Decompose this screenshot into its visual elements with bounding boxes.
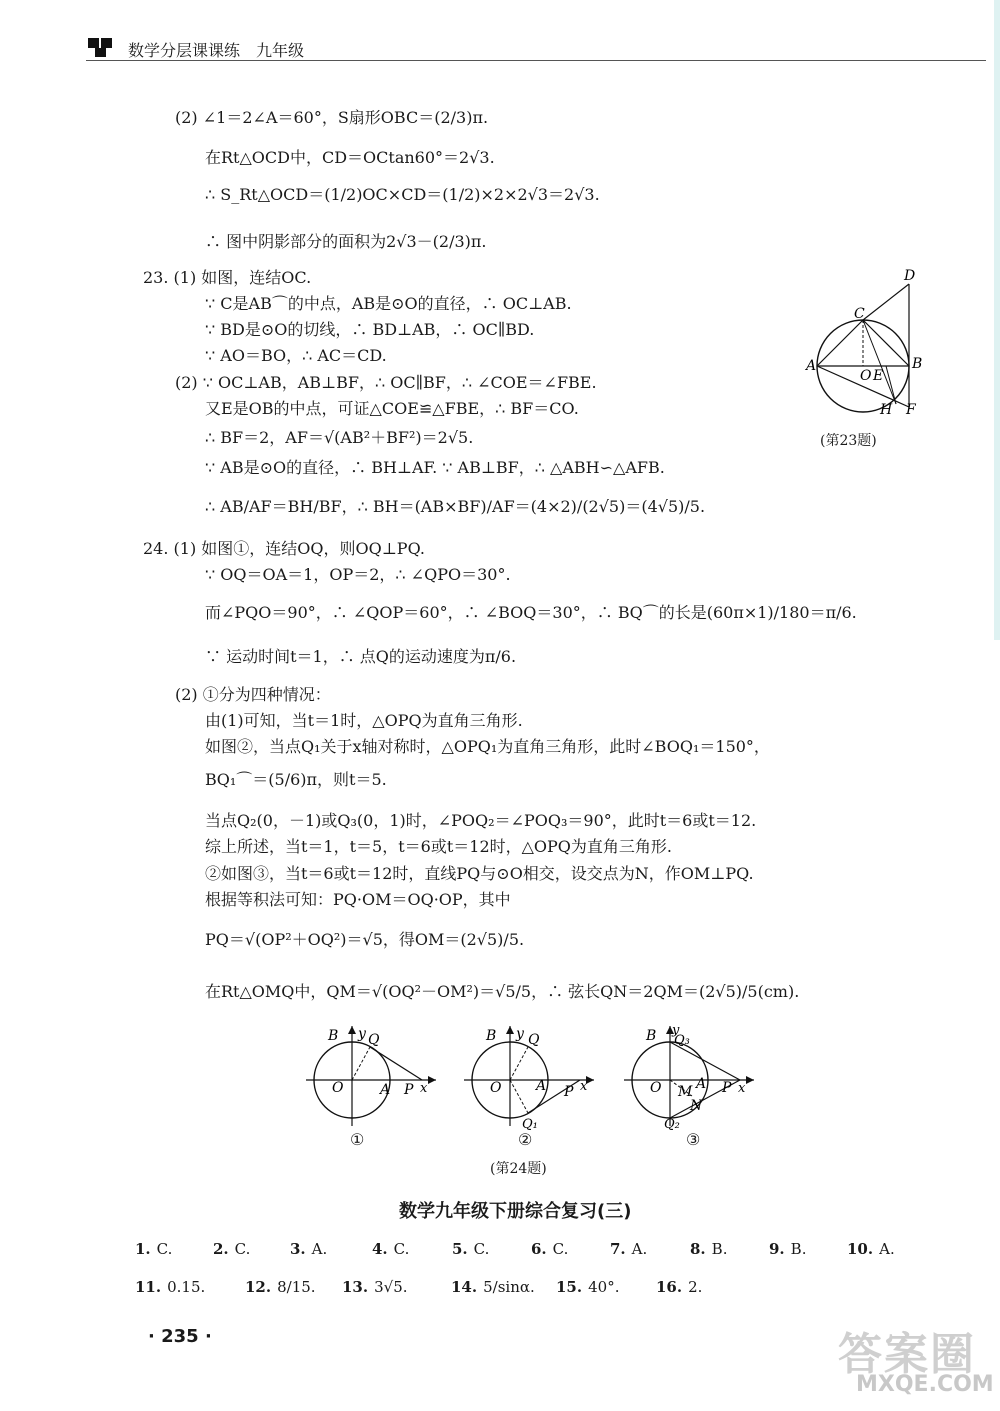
text-line: ∵ AB是⊙O的直径，∴ BH⊥AF. ∵ AB⊥BF，∴ △ABH∽△AFB. bbox=[205, 458, 665, 477]
figure-24-2-diagram bbox=[460, 1022, 600, 1132]
text-line: (2) ①分为四种情况： bbox=[175, 685, 331, 704]
text-line: 由(1)可知，当t＝1时，△OPQ为直角三角形. bbox=[205, 711, 523, 730]
text-line: ∴ 图中阴影部分的面积为2√3－(2/3)π. bbox=[205, 232, 487, 251]
answer-number: 9. bbox=[769, 1240, 785, 1258]
answer-value: 3√5. bbox=[374, 1278, 408, 1296]
answer-number: 5. bbox=[452, 1240, 468, 1258]
header-title: 数学分层课课练 九年级 bbox=[128, 41, 305, 60]
answer-item bbox=[610, 1240, 647, 1258]
label-B: B bbox=[646, 1028, 657, 1044]
answer-value: B. bbox=[711, 1240, 728, 1258]
answer-value: A. bbox=[631, 1240, 648, 1258]
question-24: 24. (1) 如图①，连结OQ，则OQ⊥PQ. bbox=[143, 539, 425, 558]
answer-number: 7. bbox=[610, 1240, 626, 1258]
text-line: ∵ AO＝BO，∴ AC＝CD. bbox=[205, 346, 387, 365]
label-Q1: Q₁ bbox=[522, 1117, 538, 1132]
text-line: (2) ∠1＝2∠A＝60°，S扇形OBC＝(2/3)π. bbox=[175, 108, 489, 127]
answer-value: C. bbox=[393, 1240, 410, 1258]
figure-24-1-diagram bbox=[302, 1022, 442, 1132]
label-A: A bbox=[696, 1076, 707, 1092]
answer-item bbox=[452, 1240, 489, 1258]
header-rule bbox=[86, 60, 986, 61]
label-D: D bbox=[904, 268, 916, 284]
answer-item bbox=[847, 1240, 895, 1258]
label-y: y bbox=[672, 1023, 680, 1038]
label-M: M bbox=[678, 1084, 693, 1100]
text-line: ∴ S_Rt△OCD＝(1/2)OC×CD＝(1/2)×2×2√3＝2√3. bbox=[205, 185, 600, 204]
answer-number: 14. bbox=[451, 1278, 478, 1296]
label-F: F bbox=[906, 402, 916, 418]
answer-item bbox=[690, 1240, 727, 1258]
label-Q: Q bbox=[528, 1032, 540, 1048]
label-A: A bbox=[536, 1078, 547, 1094]
answer-number: 6. bbox=[531, 1240, 547, 1258]
figure-23-diagram bbox=[800, 262, 930, 427]
text-line: 而∠PQO＝90°，∴ ∠QOP＝60°，∴ ∠BOQ＝30°，∴ BQ⌒的长是(60π×1)/180＝π/6. bbox=[205, 603, 857, 622]
text-line: ∵ BD是⊙O的切线，∴ BD⊥AB，∴ OC∥BD. bbox=[205, 320, 535, 339]
answer-value: C. bbox=[156, 1240, 173, 1258]
answer-number: 3. bbox=[290, 1240, 306, 1258]
answer-value: 40°. bbox=[588, 1278, 620, 1296]
label-H: H bbox=[880, 402, 893, 418]
label-x: x bbox=[420, 1081, 428, 1096]
text-line: 又E是OB的中点，可证△COE≌△FBE，∴ BF＝CO. bbox=[205, 399, 579, 418]
answer-value: C. bbox=[234, 1240, 251, 1258]
answer-item bbox=[656, 1278, 702, 1296]
answer-item bbox=[556, 1278, 619, 1296]
text-line: ∵ C是AB⌒的中点，AB是⊙O的直径，∴ OC⊥AB. bbox=[205, 294, 572, 313]
answer-item bbox=[213, 1240, 250, 1258]
text-line: ∴ AB/AF＝BH/BF，∴ BH＝(AB×BF)/AF＝(4×2)/(2√5)＝(4√5)/5. bbox=[205, 497, 706, 516]
text-line: BQ₁⌒＝(5/6)π，则t＝5. bbox=[205, 770, 387, 789]
text-line: PQ＝√(OP²＋OQ²)＝√5，得OM＝(2√5)/5. bbox=[205, 930, 525, 949]
answer-item bbox=[342, 1278, 408, 1296]
label-y: y bbox=[516, 1026, 524, 1042]
answer-item bbox=[135, 1240, 172, 1258]
page-number: · 235 · bbox=[148, 1326, 212, 1347]
answer-value: B. bbox=[790, 1240, 807, 1258]
text-line: 在Rt△OMQ中，QM＝√(OQ²－OM²)＝√5/5，∴ 弦长QN＝2QM＝(2√5)/5(cm). bbox=[205, 982, 800, 1001]
label-P: P bbox=[722, 1080, 732, 1096]
answer-item bbox=[372, 1240, 409, 1258]
figure-23-caption: (第23题) bbox=[820, 433, 877, 449]
figure-24-3-caption: ③ bbox=[686, 1130, 701, 1149]
answer-value: C. bbox=[473, 1240, 490, 1258]
label-A: A bbox=[806, 358, 817, 374]
answer-number: 4. bbox=[372, 1240, 388, 1258]
label-Q: Q bbox=[368, 1032, 380, 1048]
answer-number: 10. bbox=[847, 1240, 874, 1258]
text-line: 在Rt△OCD中，CD＝OCtan60°＝2√3. bbox=[205, 148, 495, 167]
answer-number: 1. bbox=[135, 1240, 151, 1258]
label-y: y bbox=[358, 1026, 366, 1042]
watermark-logo: 答案圈 bbox=[838, 1329, 976, 1380]
page-edge-strip bbox=[994, 0, 1000, 640]
text-line: ∵ OQ＝OA＝1，OP＝2，∴ ∠QPO＝30°. bbox=[205, 565, 511, 584]
label-P: P bbox=[404, 1082, 414, 1098]
answer-value: 0.15. bbox=[167, 1278, 206, 1296]
publisher-logo-icon bbox=[88, 36, 114, 58]
label-O: O bbox=[650, 1080, 662, 1096]
answer-value: A. bbox=[311, 1240, 328, 1258]
label-A: A bbox=[380, 1082, 391, 1098]
answer-item bbox=[135, 1278, 205, 1296]
label-B: B bbox=[486, 1028, 497, 1044]
answer-number: 13. bbox=[342, 1278, 369, 1296]
answer-item bbox=[769, 1240, 806, 1258]
question-23: 23. (1) 如图，连结OC. bbox=[143, 268, 312, 287]
label-N: N bbox=[690, 1098, 703, 1114]
figure-24-3-diagram bbox=[620, 1022, 760, 1132]
text-line: 根据等积法可知：PQ·OM＝OQ·OP，其中 bbox=[205, 890, 511, 909]
answer-value: A. bbox=[879, 1240, 895, 1258]
text-line: 如图②，当点Q₁关于x轴对称时，△OPQ₁为直角三角形，此时∠BOQ₁＝150°， bbox=[205, 737, 770, 756]
answer-item bbox=[531, 1240, 568, 1258]
answer-value: 8/15. bbox=[277, 1278, 316, 1296]
label-B: B bbox=[328, 1028, 339, 1044]
text-line: ②如图③，当t＝6或t＝12时，直线PQ与⊙O相交，设交点为N，作OM⊥PQ. bbox=[205, 864, 754, 883]
text-line: (2) ∵ OC⊥AB，AB⊥BF，∴ OC∥BF，∴ ∠COE＝∠FBE. bbox=[175, 373, 597, 392]
answer-number: 2. bbox=[213, 1240, 229, 1258]
label-O: O bbox=[490, 1080, 502, 1096]
text-line: 当点Q₂(0，－1)或Q₃(0，1)时，∠POQ₂＝∠POQ₃＝90°，此时t＝6或t＝12. bbox=[205, 811, 757, 830]
text-line: ∵ 运动时间t＝1，∴ 点Q的运动速度为π/6. bbox=[205, 647, 517, 666]
text-line: ∴ BF＝2，AF＝√(AB²＋BF²)＝2√5. bbox=[205, 428, 474, 447]
section-title: 数学九年级下册综合复习(三) bbox=[399, 1201, 632, 1222]
label-C: C bbox=[854, 306, 865, 322]
label-E: E bbox=[873, 368, 884, 384]
answer-item bbox=[451, 1278, 535, 1296]
text-line: 综上所述，当t＝1，t＝5，t＝6或t＝12时，△OPQ为直角三角形. bbox=[205, 837, 673, 856]
answer-number: 12. bbox=[245, 1278, 272, 1296]
answer-number: 15. bbox=[556, 1278, 583, 1296]
answer-number: 8. bbox=[690, 1240, 706, 1258]
label-O: O bbox=[860, 368, 872, 384]
label-O: O bbox=[332, 1080, 344, 1096]
answer-item bbox=[245, 1278, 316, 1296]
figure-24-caption: (第24题) bbox=[490, 1161, 547, 1177]
answer-number: 16. bbox=[656, 1278, 683, 1296]
label-x: x bbox=[580, 1079, 588, 1094]
label-Q3: Q₃ bbox=[674, 1033, 690, 1048]
watermark-url: MXQE.COM bbox=[856, 1372, 994, 1397]
label-P: P bbox=[564, 1084, 574, 1100]
answer-value: C. bbox=[552, 1240, 569, 1258]
answer-value: 2. bbox=[688, 1278, 703, 1296]
answer-item bbox=[290, 1240, 327, 1258]
answer-value: 5/sinα. bbox=[483, 1278, 535, 1296]
label-x: x bbox=[738, 1081, 746, 1096]
label-B: B bbox=[912, 356, 923, 372]
figure-24-1-caption: ① bbox=[350, 1130, 365, 1149]
figure-24-2-caption: ② bbox=[518, 1130, 533, 1149]
label-Q2: Q₂ bbox=[664, 1117, 680, 1132]
answer-number: 11. bbox=[135, 1278, 162, 1296]
